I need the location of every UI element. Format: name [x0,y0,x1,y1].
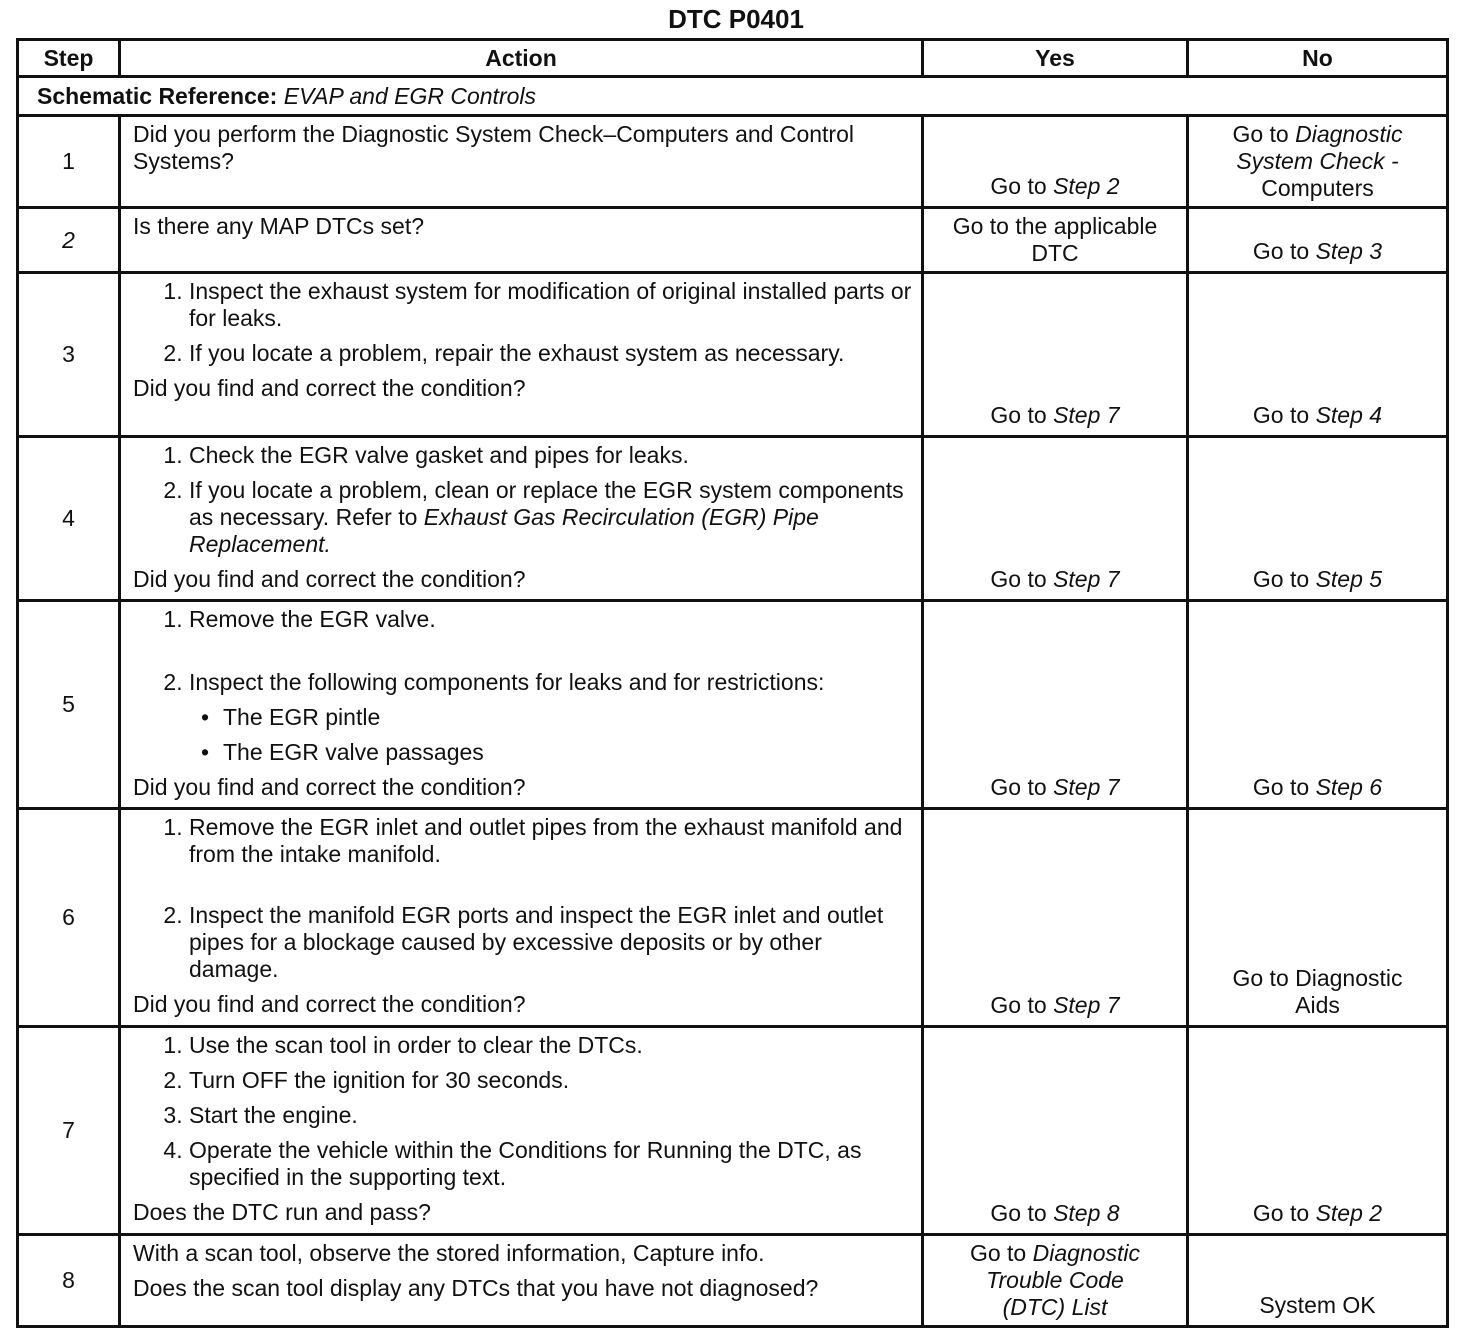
yes-step-link[interactable]: Step 8 [1053,1200,1120,1226]
action-list [133,442,913,558]
table-row [18,1027,1448,1235]
diagnostic-table [16,38,1449,1328]
list-item: 2. If you locate a problem, repair the exhaust system as necessary. [189,340,913,367]
no-step-link[interactable]: Diagnostic System Check - [1236,121,1403,174]
no-cell [1188,273,1448,437]
no-suffix: Computers [1261,175,1374,201]
no-step-link[interactable]: Step 6 [1315,774,1383,800]
no-cell[interactable]: Go to Diagnostic Aids [1188,809,1448,1027]
schematic-label: Schematic Reference: [37,82,278,109]
table-row [18,601,1448,809]
action-cell [120,1235,923,1327]
action-question: Does the scan tool display any DTCs that you have not diagnosed? [133,1275,819,1301]
header-action: Action [120,40,923,77]
yes-cell [923,809,1188,1027]
header-no: No [1188,40,1448,77]
reference-link[interactable]: Exhaust Gas Recirculation (EGR) Pipe Replacement. [189,504,819,557]
yes-prefix: Go to [990,402,1054,428]
yes-cell [923,437,1188,601]
header-step: Step [18,40,120,77]
table-row [18,809,1448,1027]
list-item: 1. Remove the EGR valve. [189,606,913,633]
step-number: 3 [18,273,120,437]
yes-cell [923,1235,1188,1327]
bullet-list [133,704,913,766]
yes-prefix: Go to [990,992,1054,1018]
action-question: Did you find and correct the condition? [133,375,526,401]
no-cell [1188,437,1448,601]
yes-prefix: Go to [990,774,1054,800]
list-item: 1. Use the scan tool in order to clear the DTCs. [189,1032,913,1059]
no-prefix: Go to [1232,121,1296,147]
action-cell [120,809,923,1027]
no-prefix: Go to [1252,1200,1316,1226]
list-item: 1. Inspect the exhaust system for modification of original installed parts or for leaks. [189,278,913,332]
action-question: Did you find and correct the condition? [133,774,526,800]
step-number: 6 [18,809,120,1027]
list-item: 1. Check the EGR valve gasket and pipes for leaks. [189,442,913,469]
action-question: Does the DTC run and pass? [133,1199,431,1225]
step-number: 5 [18,601,120,809]
action-cell [120,601,923,809]
no-cell [1188,1027,1448,1235]
step-number: 8 [18,1235,120,1327]
yes-cell [923,601,1188,809]
schematic-link[interactable]: EVAP and EGR Controls [283,82,537,109]
yes-step-link[interactable]: Step 2 [1053,173,1120,199]
action-text: Is there any MAP DTCs set? [133,213,425,239]
yes-prefix: Go to [990,566,1054,592]
no-prefix: Go to [1252,238,1316,264]
list-item [189,669,913,696]
step-number: 2 [18,208,120,273]
list-item: 1. Remove the EGR inlet and outlet pipes from the exhaust manifold and from the intake manifold. [189,814,913,868]
list-item [189,477,913,558]
no-cell [1188,208,1448,273]
step-number: 7 [18,1027,120,1235]
header-yes: Yes [923,40,1188,77]
action-list [133,814,913,983]
table-row [18,1235,1448,1327]
table-row [18,208,1448,273]
list-item-text: If you locate a problem, clean or replace the EGR system components as necessary. Refer to [189,477,904,530]
yes-step-link[interactable]: Step 7 [1053,992,1120,1018]
step-number: 4 [18,437,120,601]
yes-prefix: Go to [969,1240,1033,1266]
yes-step-link[interactable]: Step 7 [1053,402,1120,428]
bullet-item: • The EGR pintle [223,704,913,731]
bullet-item: • The EGR valve passages [223,739,913,766]
action-question: Did you find and correct the condition? [133,991,526,1017]
no-prefix: Go to [1252,402,1316,428]
action-cell [120,1027,923,1235]
list-item: 2. Turn OFF the ignition for 30 seconds. [189,1067,913,1094]
table-row [18,116,1448,208]
no-step-link[interactable]: Step 2 [1315,1200,1383,1226]
schematic-row [18,77,1448,116]
action-text: Did you perform the Diagnostic System Check–Computers and Control Systems? [133,121,854,174]
action-cell [120,116,923,208]
list-item-text: Inspect the following components for leaks and for restrictions: [189,669,825,695]
action-list [133,1032,913,1191]
no-prefix: Go to [1252,774,1316,800]
list-item: 4. Operate the vehicle within the Conditions for Running the DTC, as specified in the supporting text. [189,1137,913,1191]
yes-step-link[interactable]: Step 7 [1053,566,1120,592]
no-step-link[interactable]: Step 3 [1315,238,1383,264]
yes-step-link[interactable]: Step 7 [1053,774,1120,800]
header-row [18,40,1448,77]
yes-prefix: Go to [990,173,1054,199]
list-item: 2. Inspect the manifold EGR ports and inspect the EGR inlet and outlet pipes for a blockage caused by excessive deposits or by other damage. [189,902,913,983]
yes-cell [923,273,1188,437]
yes-step-link[interactable]: Diagnostic Trouble Code (DTC) List [986,1240,1141,1320]
no-cell [1188,116,1448,208]
yes-cell [923,116,1188,208]
no-cell: System OK [1188,1235,1448,1327]
action-list [133,278,913,367]
action-question: Did you find and correct the condition? [133,566,526,592]
no-cell [1188,601,1448,809]
action-cell [120,437,923,601]
action-text: With a scan tool, observe the stored information, Capture info. [133,1240,765,1266]
yes-cell: Go to the applicable DTC [923,208,1188,273]
step-number: 1 [18,116,120,208]
table-row [18,437,1448,601]
no-step-link[interactable]: Step 5 [1315,566,1383,592]
list-item: 3. Start the engine. [189,1102,913,1129]
yes-cell [923,1027,1188,1235]
schematic-reference [18,77,1448,116]
table-row [18,273,1448,437]
no-step-link[interactable]: Step 4 [1315,402,1383,428]
yes-prefix: Go to [990,1200,1054,1226]
action-cell [120,208,923,273]
action-list [133,606,913,696]
action-cell [120,273,923,437]
no-prefix: Go to [1252,566,1316,592]
page-title: DTC P0401 [668,4,804,34]
